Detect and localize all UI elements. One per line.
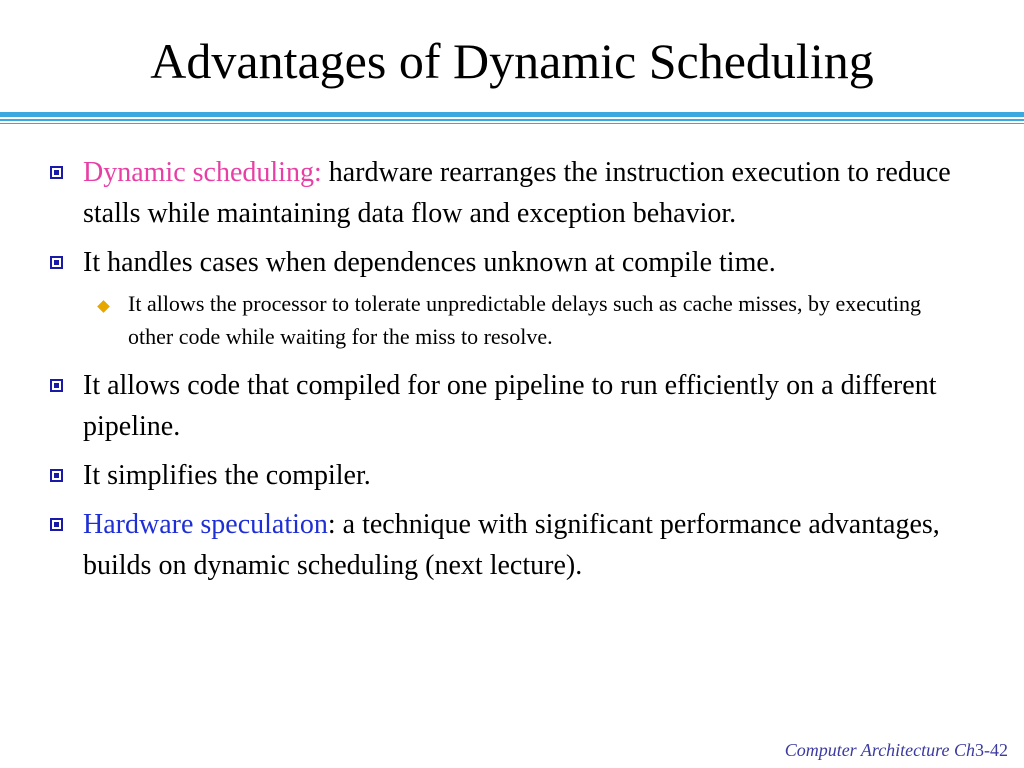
term-hardware-speculation: Hardware speculation: [83, 509, 328, 540]
sub-bullet-tolerate-delays: [0, 287, 1024, 353]
square-bullet-icon: [50, 379, 63, 392]
bullet-text: It allows code that compiled for one pipeline to run efficiently on a different pipeline.: [83, 370, 937, 442]
slide-content: [0, 152, 1024, 594]
slide-title: Advantages of Dynamic Scheduling: [150, 33, 874, 89]
square-bullet-icon: [50, 166, 63, 179]
diamond-bullet-icon: [97, 300, 110, 313]
bullet-pipeline-portability: [0, 365, 1024, 447]
bullet-simplifies-compiler: [0, 455, 1024, 496]
bullet-text: hardware rearranges the instruction execution to reduce stalls while maintaining data flow and exception behavior.: [83, 157, 951, 229]
bullet-hardware-speculation: [0, 504, 1024, 586]
term-dynamic-scheduling: Dynamic scheduling: [83, 157, 314, 188]
title-rule-thick: [0, 112, 1024, 117]
bullet-text: a technique with significant performance advantages, builds on dynamic scheduling (next lecture).: [83, 509, 940, 581]
page-number: 3-42: [975, 740, 1008, 760]
footer-label: Computer Architecture Ch: [784, 740, 975, 760]
square-bullet-icon: [50, 256, 63, 269]
slide-footer: [785, 738, 1008, 762]
term-separator: :: [313, 157, 322, 188]
bullet-dynamic-scheduling: [0, 152, 1024, 234]
bullet-text: It handles cases when dependences unknown at compile time.: [83, 247, 776, 278]
square-bullet-icon: [50, 469, 63, 482]
square-bullet-icon: [50, 518, 63, 531]
term-separator: :: [327, 509, 336, 540]
title-rule-thin: [0, 123, 1024, 124]
title-rule-medium: [0, 119, 1024, 121]
bullet-text: It simplifies the compiler.: [83, 460, 371, 491]
bullet-dependences: [0, 242, 1024, 283]
sub-bullet-text: It allows the processor to tolerate unpredictable delays such as cache misses, by executing other code while waiting for the miss to resolve.: [128, 291, 921, 349]
